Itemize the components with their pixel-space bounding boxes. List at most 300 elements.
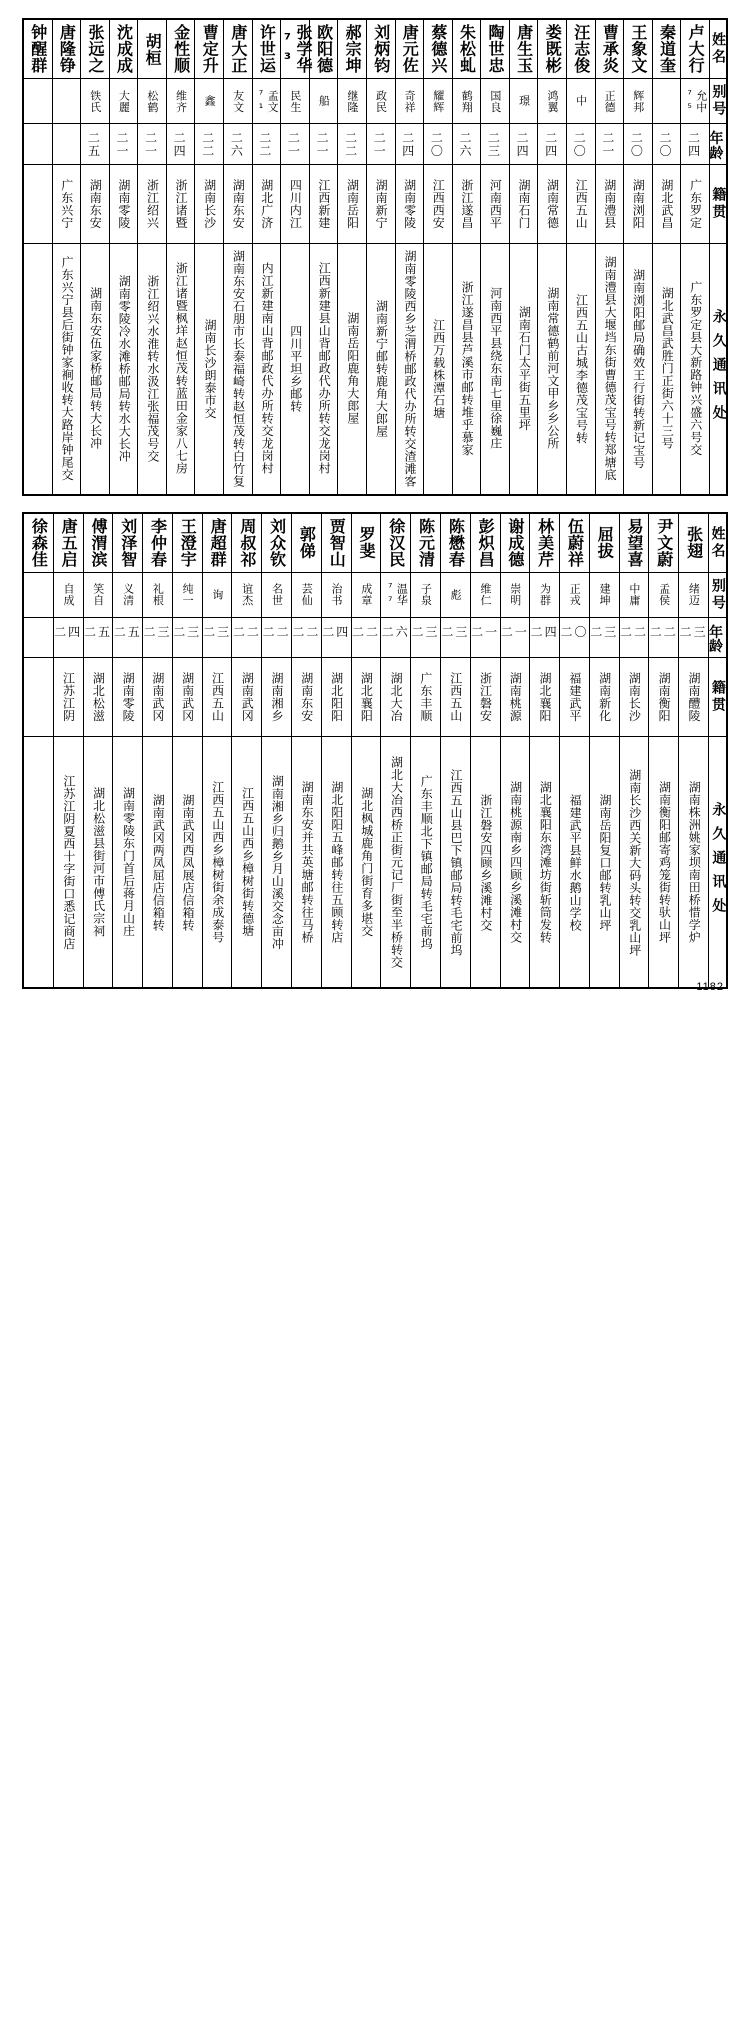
cell-alias	[481, 79, 510, 124]
cell-address	[652, 243, 681, 495]
cell-native	[530, 658, 560, 737]
cell-age	[53, 617, 83, 658]
alias-text: 崇明	[508, 583, 522, 607]
age-text: 二四	[545, 131, 560, 158]
alias-text: 建坤	[598, 583, 612, 607]
cell-alias	[23, 572, 53, 617]
native-text: 湖南武冈	[180, 672, 195, 723]
name-text: 郭俤	[297, 526, 317, 560]
row-address	[23, 737, 727, 989]
cell-name	[424, 19, 453, 79]
cell-name	[619, 513, 649, 573]
cell-alias	[252, 79, 281, 124]
cell-age	[262, 617, 292, 658]
age-text: 二三	[143, 624, 172, 639]
age-text: 二二	[351, 624, 380, 639]
cell-address	[138, 243, 167, 495]
address-text: 湖南长沙西关新大码头转交乳山坪	[627, 768, 642, 957]
age-text: 二三	[173, 624, 202, 639]
address-text: 江西五山古城李德茂宝号转	[574, 293, 589, 444]
address-text: 江西五山西乡樟树街余成泰号	[210, 781, 225, 944]
age-text: 二五	[83, 624, 112, 639]
cell-native	[424, 164, 453, 243]
native-text: 湖南长沙	[627, 672, 642, 723]
cell-native	[321, 658, 351, 737]
cell-age	[624, 124, 653, 165]
row-name	[23, 513, 727, 573]
age-text: 二五	[113, 624, 142, 639]
cell-age	[619, 617, 649, 658]
cell-name	[224, 19, 253, 79]
cell-name	[52, 19, 81, 79]
cell-alias	[530, 572, 560, 617]
cell-name	[440, 513, 470, 573]
alias-text: 铁氏	[88, 89, 102, 113]
cell-alias	[440, 572, 470, 617]
cell-age	[109, 124, 138, 165]
cell-native	[589, 658, 619, 737]
row-label-name: 姓名	[708, 513, 727, 573]
alias-text: 名世	[270, 583, 284, 607]
age-text: 二二	[259, 131, 274, 158]
cell-native	[509, 164, 538, 243]
cell-alias	[395, 79, 424, 124]
native-text: 湖北襄阳	[359, 672, 374, 723]
cell-native	[232, 658, 262, 737]
native-text: 广东丰顺	[418, 672, 433, 723]
alias-text: 温华⁷⁷	[383, 581, 409, 609]
name-text: 朱松虬	[457, 24, 477, 74]
row-alias	[23, 572, 727, 617]
cell-native	[166, 164, 195, 243]
cell-address	[395, 243, 424, 495]
alias-text: 国良	[488, 89, 502, 113]
age-text: 二二	[649, 624, 678, 639]
native-text: 湖北松滋	[91, 672, 106, 723]
age-text: 二三	[679, 624, 708, 639]
cell-age	[232, 617, 262, 658]
cell-native	[560, 658, 590, 737]
name-text: 唐生玉	[514, 24, 534, 74]
cell-name	[81, 19, 110, 79]
cell-native	[52, 164, 81, 243]
alias-text: 民生	[288, 89, 302, 113]
native-text: 江西新建	[316, 178, 331, 229]
native-text: 湖南常德	[545, 178, 560, 229]
address-text: 湖北阳阳五峰邮转往五顾转店	[329, 781, 344, 944]
cell-name	[202, 513, 232, 573]
cell-address	[109, 243, 138, 495]
name-text: 汪志俊	[571, 24, 591, 74]
cell-age	[23, 617, 53, 658]
alias-text: 芸仙	[300, 583, 314, 607]
cell-address	[309, 243, 338, 495]
alias-text: 鑫	[203, 95, 217, 107]
address-text: 浙江遂昌县芦溪市邮转堆乎慕家	[460, 281, 475, 457]
name-text: 谢成德	[505, 517, 525, 568]
address-text: 湖南桃源南乡四顾乡溪滩村交	[508, 781, 523, 944]
cell-address	[281, 243, 310, 495]
cell-alias	[338, 79, 367, 124]
cell-address	[83, 737, 113, 989]
native-text: 湖南武冈	[150, 672, 165, 723]
address-text: 湖北襄阳东湾滩坊街斩筒发转	[538, 781, 553, 944]
name-text: 尹文蔚	[654, 517, 674, 568]
cell-age	[172, 617, 202, 658]
cell-address	[351, 737, 381, 989]
cell-address	[619, 737, 649, 989]
cell-age	[679, 617, 709, 658]
row-label-alias: 别号	[708, 572, 727, 617]
name-text: 秦道奎	[657, 24, 677, 74]
cell-age	[143, 617, 173, 658]
native-text: 湖南东安	[299, 672, 314, 723]
address-text: 湖北松滋县街河市傅氏宗祠	[91, 787, 106, 938]
age-text: 二〇	[630, 131, 645, 158]
cell-native	[172, 658, 202, 737]
cell-native	[679, 658, 709, 737]
cell-name	[681, 19, 710, 79]
alias-text: 成章	[359, 583, 373, 607]
cell-age	[424, 124, 453, 165]
cell-name	[481, 19, 510, 79]
cell-address	[411, 737, 441, 989]
cell-name	[232, 513, 262, 573]
cell-native	[619, 658, 649, 737]
cell-age	[589, 617, 619, 658]
cell-alias	[321, 572, 351, 617]
cell-address	[53, 737, 83, 989]
age-text: 二一	[316, 131, 331, 158]
name-text: 胡桓	[143, 32, 163, 66]
name-text: 金性顺	[171, 24, 191, 74]
cell-address	[113, 737, 143, 989]
name-text: 王澄宇	[178, 517, 198, 568]
alias-text: 礼根	[151, 583, 165, 607]
cell-age	[411, 617, 441, 658]
cell-native	[566, 164, 595, 243]
cell-alias	[452, 79, 481, 124]
alias-text: 中庸	[627, 583, 641, 607]
native-text: 湖南石门	[516, 178, 531, 229]
cell-name	[53, 513, 83, 573]
alias-text: 孟侯	[657, 583, 671, 607]
cell-alias	[649, 572, 679, 617]
name-text: 彭炽昌	[476, 517, 496, 568]
cell-age	[681, 124, 710, 165]
cell-alias	[560, 572, 590, 617]
cell-name	[351, 513, 381, 573]
cell-address	[23, 737, 53, 989]
name-text: 傅渭滨	[88, 517, 108, 568]
native-text: 湖南武冈	[240, 672, 255, 723]
alias-text: 绪迈	[687, 583, 701, 607]
cell-native	[395, 164, 424, 243]
address-text: 湖南长沙朗泰市交	[202, 318, 217, 419]
cell-address	[566, 243, 595, 495]
cell-address	[560, 737, 590, 989]
cell-alias	[232, 572, 262, 617]
age-text: 二一	[287, 131, 302, 158]
cell-name	[509, 19, 538, 79]
native-text: 湖南东安	[88, 178, 103, 229]
alias-text: 友文	[231, 89, 245, 113]
alias-text: 为群	[538, 583, 552, 607]
cell-name	[278, 19, 313, 79]
cell-alias	[309, 79, 338, 124]
cell-alias	[351, 572, 381, 617]
cell-name	[195, 19, 224, 79]
cell-name	[395, 19, 424, 79]
address-text: 湖北武昌武胜门正街六十三号	[660, 287, 675, 450]
row-label-name: 姓名	[709, 19, 727, 79]
native-text: 江西西安	[431, 178, 446, 229]
cell-address	[166, 243, 195, 495]
cell-native	[262, 658, 292, 737]
cell-native	[83, 658, 113, 737]
cell-alias	[619, 572, 649, 617]
cell-age	[281, 124, 310, 165]
cell-age	[166, 124, 195, 165]
address-text: 湖南东安并共英塘邮转往马桥	[300, 781, 315, 944]
age-text: 二六	[459, 131, 474, 158]
native-text: 湖南新宁	[374, 178, 389, 229]
cell-age	[113, 617, 143, 658]
native-text: 四川内江	[288, 178, 303, 229]
cell-native	[649, 658, 679, 737]
native-text: 湖南衡阳	[657, 672, 672, 723]
age-text: 二三	[441, 624, 470, 639]
name-text: 许世运	[257, 24, 277, 74]
cell-address	[470, 737, 500, 989]
row-label-address: 永久通讯处	[708, 737, 727, 989]
alias-text: 孟文⁷¹	[254, 87, 280, 115]
name-text: 陈元清	[416, 517, 436, 568]
address-text: 湖南常德鹤前河文甲乡乡公所	[545, 287, 560, 450]
cell-address	[589, 737, 619, 989]
row-label-alias: 别号	[709, 79, 727, 124]
address-text: 广东兴宁县后街钟家裥收转大路岸钟尾交	[60, 256, 75, 482]
cell-alias	[595, 79, 624, 124]
alias-text: 谊杰	[240, 583, 254, 607]
cell-native	[81, 164, 110, 243]
native-text: 江西五山	[210, 672, 225, 723]
cell-address	[381, 737, 411, 989]
native-text: 浙江磐安	[478, 672, 493, 723]
cell-address	[440, 737, 470, 989]
alias-text: 维仁	[478, 583, 492, 607]
name-text: 屈拔	[595, 526, 615, 560]
age-text: 二三	[203, 624, 232, 639]
cell-age	[652, 124, 681, 165]
age-text: 二三	[488, 131, 503, 158]
name-text: 唐五启	[59, 517, 79, 568]
name-text: 陈懋春	[446, 517, 466, 568]
name-text: 卢大行	[686, 24, 706, 74]
native-text: 福建武平	[567, 672, 582, 723]
cell-native	[366, 164, 395, 243]
cell-age	[83, 617, 113, 658]
cell-name	[292, 513, 322, 573]
cell-native	[281, 164, 310, 243]
cell-native	[338, 164, 367, 243]
cell-age	[292, 617, 322, 658]
name-text: 伍蔚祥	[565, 517, 585, 568]
row-native	[23, 658, 727, 737]
cell-native	[381, 658, 411, 737]
name-text: 张学华⁷³	[278, 24, 313, 74]
cell-name	[166, 19, 195, 79]
cell-age	[481, 124, 510, 165]
cell-name	[624, 19, 653, 79]
cell-name	[589, 513, 619, 573]
cell-native	[53, 658, 83, 737]
name-text: 钟醒群	[28, 24, 48, 74]
cell-name	[566, 19, 595, 79]
cell-address	[143, 737, 173, 989]
native-text: 湖南湘乡	[270, 672, 284, 723]
cell-address	[252, 243, 281, 495]
alias-text: 彪	[449, 588, 463, 601]
cell-age	[195, 124, 224, 165]
alias-text: 奇祥	[403, 89, 417, 113]
cell-age	[381, 617, 411, 658]
name-text: 易望喜	[625, 517, 645, 568]
cell-alias	[172, 572, 202, 617]
name-text: 贾智山	[327, 517, 347, 568]
name-text: 张远之	[85, 24, 105, 74]
cell-alias	[23, 79, 52, 124]
cell-native	[595, 164, 624, 243]
cell-alias	[195, 79, 224, 124]
native-text: 湖南新化	[597, 672, 612, 723]
cell-alias	[81, 79, 110, 124]
address-text: 湖南浏阳邮局确效王行街转新记宝号	[631, 268, 646, 469]
cell-name	[652, 19, 681, 79]
name-text: 娄既彬	[543, 24, 563, 74]
name-text: 陶世忠	[486, 24, 506, 74]
cell-native	[224, 164, 253, 243]
name-text: 张翅	[684, 526, 704, 560]
age-text: 二一	[602, 131, 617, 158]
cell-alias	[262, 572, 292, 617]
cell-name	[23, 19, 52, 79]
name-text: 林美芹	[535, 517, 555, 568]
address-text: 湖南岳阳复口邮转乳山坪	[597, 793, 612, 932]
native-text: 湖南东安	[231, 178, 246, 229]
cell-age	[595, 124, 624, 165]
cell-native	[138, 164, 167, 243]
row-label-address: 永久通讯处	[709, 243, 727, 495]
native-text: 湖南醴陵	[686, 672, 701, 723]
alias-text: 中	[574, 95, 588, 107]
cell-address	[23, 243, 52, 495]
native-text: 湖南桃源	[508, 672, 523, 723]
cell-address	[452, 243, 481, 495]
cell-alias	[538, 79, 567, 124]
name-text: 曹承炎	[600, 24, 620, 74]
alias-text: 大麗	[117, 89, 131, 113]
alias-text: 鹤翔	[460, 89, 474, 113]
cell-address	[338, 243, 367, 495]
name-text: 欧阳德	[314, 24, 334, 74]
cell-native	[351, 658, 381, 737]
cell-name	[143, 513, 173, 573]
row-label-age: 年龄	[709, 124, 727, 165]
address-text: 湖南澧县大堰垱东街曹德茂宝号转郑塘底	[603, 256, 618, 482]
address-text: 广东罗定县大新路钟兴盛六号交	[688, 281, 703, 457]
address-text: 浙江诸暨枫垟赵恒茂转蓝田金家八七房	[174, 262, 189, 475]
cell-age	[321, 617, 351, 658]
name-text: 唐元佐	[400, 24, 420, 74]
name-text: 王象文	[628, 24, 648, 74]
age-text: 二二	[232, 624, 261, 639]
cell-native	[23, 164, 52, 243]
cell-address	[624, 243, 653, 495]
cell-age	[52, 124, 81, 165]
native-text: 湖南长沙	[202, 178, 217, 229]
alias-text: 正德	[603, 89, 617, 113]
name-text: 周叔祁	[237, 517, 257, 568]
name-text: 徐森佳	[29, 517, 49, 568]
address-text: 湖南武冈西凤展店信箱转	[181, 793, 196, 932]
cell-alias	[500, 572, 530, 617]
address-text: 湖南衡阳邮寄鸡笼街转驮山坪	[657, 781, 672, 944]
alias-text: 辉邦	[631, 89, 645, 113]
address-text: 江西五山西乡樟树街转德塘	[240, 787, 255, 938]
cell-native	[440, 658, 470, 737]
address-text: 广东丰顺北下镇邮局转毛宅前坞	[419, 774, 434, 950]
cell-age	[649, 617, 679, 658]
name-text: 罗斐	[356, 526, 376, 560]
cell-age	[538, 124, 567, 165]
cell-name	[262, 513, 292, 573]
cell-native	[292, 658, 322, 737]
cell-native	[538, 164, 567, 243]
age-text: 二六	[381, 624, 410, 639]
address-text: 湖南湘乡归鹅乡月山溪交念亩冲	[270, 774, 285, 950]
cell-name	[309, 19, 338, 79]
alias-text: 维齐	[174, 89, 188, 113]
address-text: 四川平坦乡邮转	[288, 324, 303, 413]
address-text: 河南西平县绕东南七里徐巍庄	[488, 287, 503, 450]
name-text: 李仲春	[148, 517, 168, 568]
native-text: 江西五山	[574, 178, 589, 229]
row-age	[23, 124, 727, 165]
cell-name	[530, 513, 560, 573]
alias-text: 耀辉	[431, 89, 445, 113]
age-text: 二四	[530, 624, 559, 639]
address-text: 江西新建县山背邮政代办所转交龙岗村	[317, 262, 332, 475]
native-text: 湖南零陵	[116, 178, 131, 229]
cell-alias	[109, 79, 138, 124]
alias-text: 松鹤	[145, 89, 159, 113]
age-text: 二二	[202, 131, 217, 158]
cell-alias	[470, 572, 500, 617]
cell-name	[138, 19, 167, 79]
age-text: 二〇	[573, 131, 588, 158]
alias-text: 义清	[121, 583, 135, 607]
name-text: 刘泽智	[118, 517, 138, 568]
name-text: 刘众钦	[267, 517, 287, 568]
alias-text: 子泉	[419, 583, 433, 607]
native-text: 湖北大冶	[389, 672, 404, 723]
cell-alias	[424, 79, 453, 124]
address-text: 湖南武冈两凤屈店信箱转	[151, 793, 166, 932]
cell-native	[652, 164, 681, 243]
address-text: 湖南零陵冷水滩桥邮局转水大长冲	[117, 274, 132, 463]
cell-age	[366, 124, 395, 165]
